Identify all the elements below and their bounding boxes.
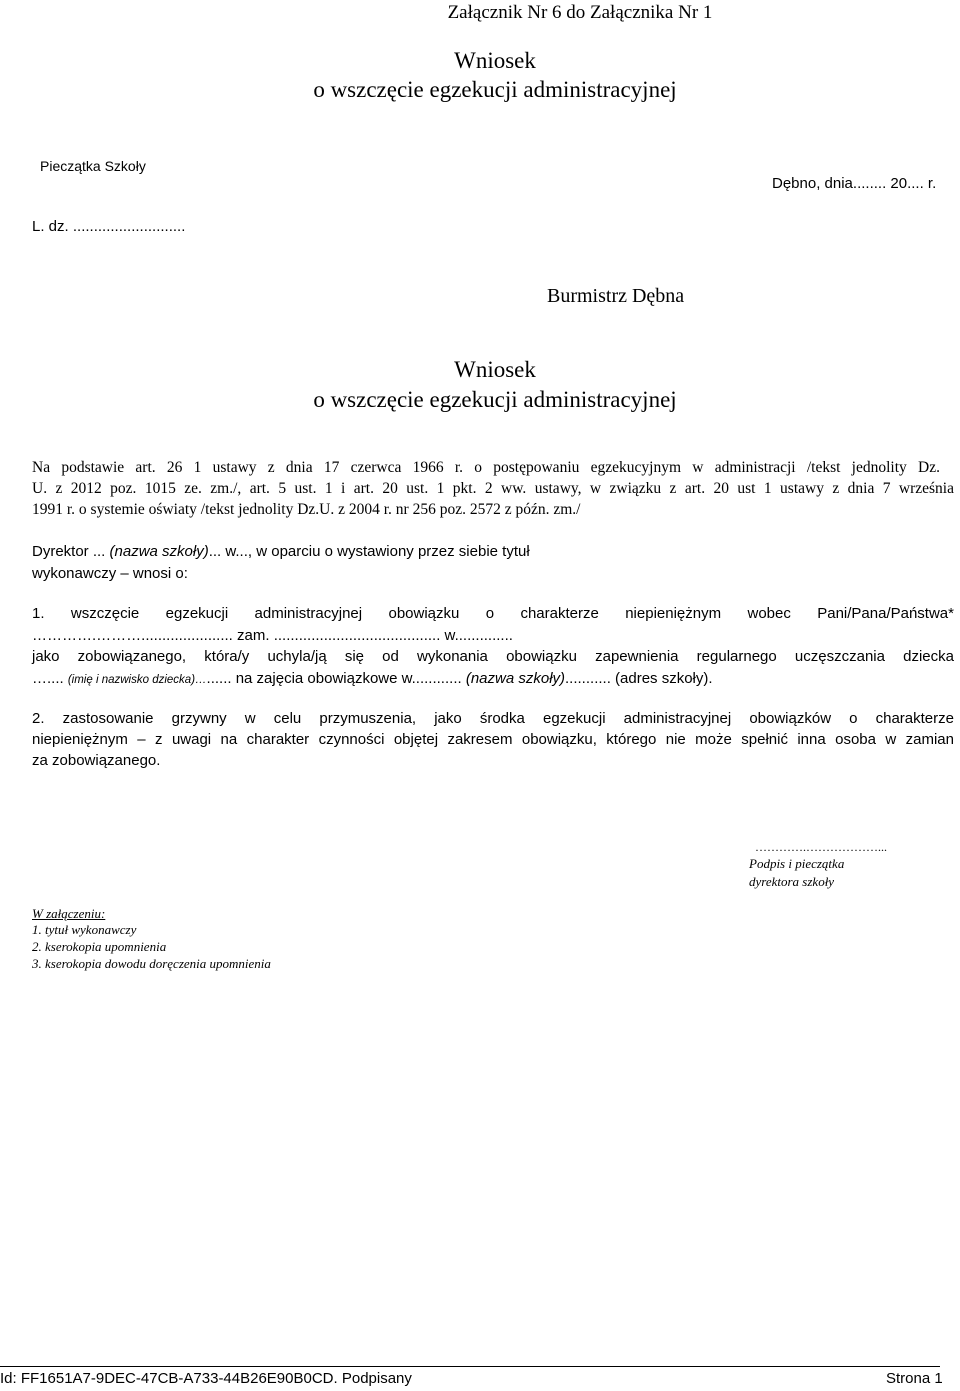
director-line1-rest: ... w..., w oparciu o wystawiony przez siebie tytuł <box>208 543 530 560</box>
item1-line4 <box>32 670 713 687</box>
signature-label-line2: dyrektora szkoły <box>749 874 835 889</box>
attachment-item-3: 3. kserokopia dowodu doręczenia upomnienia <box>32 956 271 971</box>
attachment-item-1: 1. tytuł wykonawczy <box>32 922 137 937</box>
director-line2: wykonawczy – wnosi o: <box>32 565 188 582</box>
school-name-placeholder: (nazwa szkoły) <box>109 543 209 560</box>
director-label: Dyrektor ... <box>32 543 110 560</box>
ref-number: L. dz. ........................... <box>32 218 186 235</box>
header-title-line2: o wszczęcie egzekucji administracyjnej <box>313 77 677 102</box>
addressee: Burmistrz Dębna <box>547 285 685 307</box>
item1-line3: jako zobowiązanego, która/y uchyla/ją się od wykonania obowiązku zapewnienia regularnego uczęszczania dziecka <box>32 648 954 665</box>
signature-label-line1: Podpis i pieczątka <box>749 856 845 871</box>
item1-line2: ………….………...................... zam. ........................................ w.............. <box>32 627 513 644</box>
child-dots: ….... <box>32 670 68 687</box>
item1-line4-mid: ...... na zajęcia obowiązkowe w............ <box>206 670 462 687</box>
school-stamp-label: Pieczątka Szkoły <box>40 158 146 174</box>
header-title-line1: Wniosek <box>454 48 536 73</box>
footer-divider <box>0 1366 940 1367</box>
legal-basis-line2: U. z 2012 poz. 1015 ze. zm./, art. 5 ust. 1 i art. 20 ust. 1 pkt. 2 ww. ustawy, w związku z art. 20 ust 1 ustawy z dnia 7 września <box>32 480 954 497</box>
footer-page-number: Strona 1 <box>886 1370 943 1387</box>
place-date: Dębno, dnia........ 20.... r. <box>772 175 937 192</box>
footer-id: Id: FF1651A7-9DEC-47CB-A733-44B26E90B0CD. Podpisany <box>0 1370 412 1387</box>
attachment-item-2: 2. kserokopia upomnienia <box>32 939 167 954</box>
school-address-placeholder: ........... (adres szkoły). <box>565 670 713 687</box>
signature-dots: ………….………………... <box>755 840 887 854</box>
main-title-line1: Wniosek <box>454 357 536 382</box>
attachments-heading: W załączeniu: <box>32 906 106 921</box>
item2-line3: za zobowiązanego. <box>32 752 161 769</box>
item2-line2: niepieniężnym – z uwagi na charakter czynności objętej zakresem obowiązku, którego nie może spełnić inna osoba w zamian <box>32 731 954 748</box>
director-line1 <box>32 543 954 560</box>
item1-line1: 1. wszczęcie egzekucji administracyjnej obowiązku o charakterze niepieniężnym wobec Pani/Pana/Państwa* <box>32 605 954 622</box>
annex-label: Załącznik Nr 6 do Załącznika Nr 1 <box>447 2 713 23</box>
child-name-placeholder: (imię i nazwisko dziecka)… <box>67 674 207 686</box>
legal-basis-line3: 1991 r. o systemie oświaty /tekst jednolity Dz.U. z 2004 r. nr 256 poz. 2572 z późn. zm./ <box>32 501 581 518</box>
item2-line1: 2. zastosowanie grzywny w celu przymuszenia, jako środka egzekucji administracyjnej obowiązków o charakterze <box>32 710 954 727</box>
main-title-line2: o wszczęcie egzekucji administracyjnej <box>313 387 677 412</box>
legal-basis-line1: Na podstawie art. 26 1 ustawy z dnia 17 czerwca 1966 r. o postępowaniu egzekucyjnym w administracji /tekst jednolity Dz. <box>32 459 940 476</box>
school-name-placeholder-2: (nazwa szkoły) <box>461 670 566 687</box>
